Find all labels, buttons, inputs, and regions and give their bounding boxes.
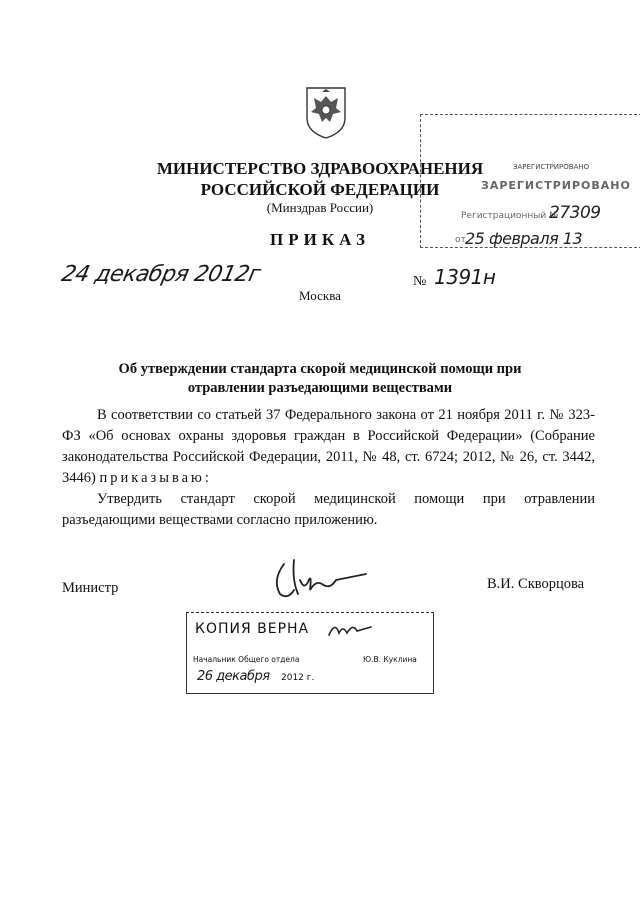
order-subject-line1: Об утверждении стандарта скорой медицинской помощи при: [118, 361, 522, 377]
order-subject-line2: отравлении разъедающими веществами: [187, 380, 453, 396]
document-type: ПРИКАЗ: [270, 230, 370, 249]
ministry-short-name: (Минздрав России): [266, 200, 374, 215]
body-paragraph-1-text: В соответствии со статьей 37 Федерального закона от 21 ноября 2011 г. № 323-ФЗ «Об основах охраны здоровья граждан в Российской Федерации» (Собрание законодательства Российской Федерации, 2011, № 48, ст. 6724; 2012, № 26, ст. 3442, 3446): [62, 407, 595, 486]
ministry-name-line2: РОССИЙСКОЙ ФЕДЕРАЦИИ: [200, 180, 440, 199]
order-date: 24 декабря 2012г: [59, 262, 263, 287]
order-number: 1391н: [434, 265, 496, 289]
minister-position: Министр: [62, 580, 119, 596]
order-city: Москва: [299, 288, 341, 303]
copy-stamp-title: КОПИЯ ВЕРНА: [195, 621, 310, 637]
coat-of-arms-emblem: [297, 82, 355, 140]
minister-name: В.И. Скворцова: [487, 576, 585, 592]
registration-date: 25 февраля 13: [465, 229, 583, 248]
ministry-name-line1: МИНИСТЕРСТВО ЗДРАВООХРАНЕНИЯ: [156, 159, 484, 178]
copy-stamp-signature: [327, 619, 373, 645]
copy-stamp-position: Начальник Общего отдела: [193, 655, 300, 664]
minister-signature: [270, 550, 380, 602]
body-paragraph-1: [62, 405, 595, 489]
registration-number: 27309: [549, 203, 601, 223]
registration-date-label: от: [455, 235, 466, 245]
ministry-name: [150, 158, 490, 200]
registration-stamp-title: ЗАРЕГИСТРИРОВАНО: [481, 179, 631, 192]
copy-stamp-year: 2012 г.: [281, 673, 315, 683]
copy-stamp-date: 26 декабря: [197, 669, 270, 684]
order-number-label: №: [413, 274, 427, 289]
registration-number-label: Регистрационный №: [461, 211, 559, 221]
copy-stamp-name: Ю.В. Куклина: [363, 655, 417, 664]
order-subject: [100, 360, 540, 398]
registration-stamp-header: ЗАРЕГИСТРИРОВАНО: [513, 163, 590, 171]
body-paragraph-2: Утвердить стандарт скорой медицинской помощи при отравлении разъедающими веществами согласно приложению.: [62, 491, 595, 528]
copy-certification-stamp: [186, 612, 434, 694]
order-word: приказываю:: [99, 470, 212, 486]
